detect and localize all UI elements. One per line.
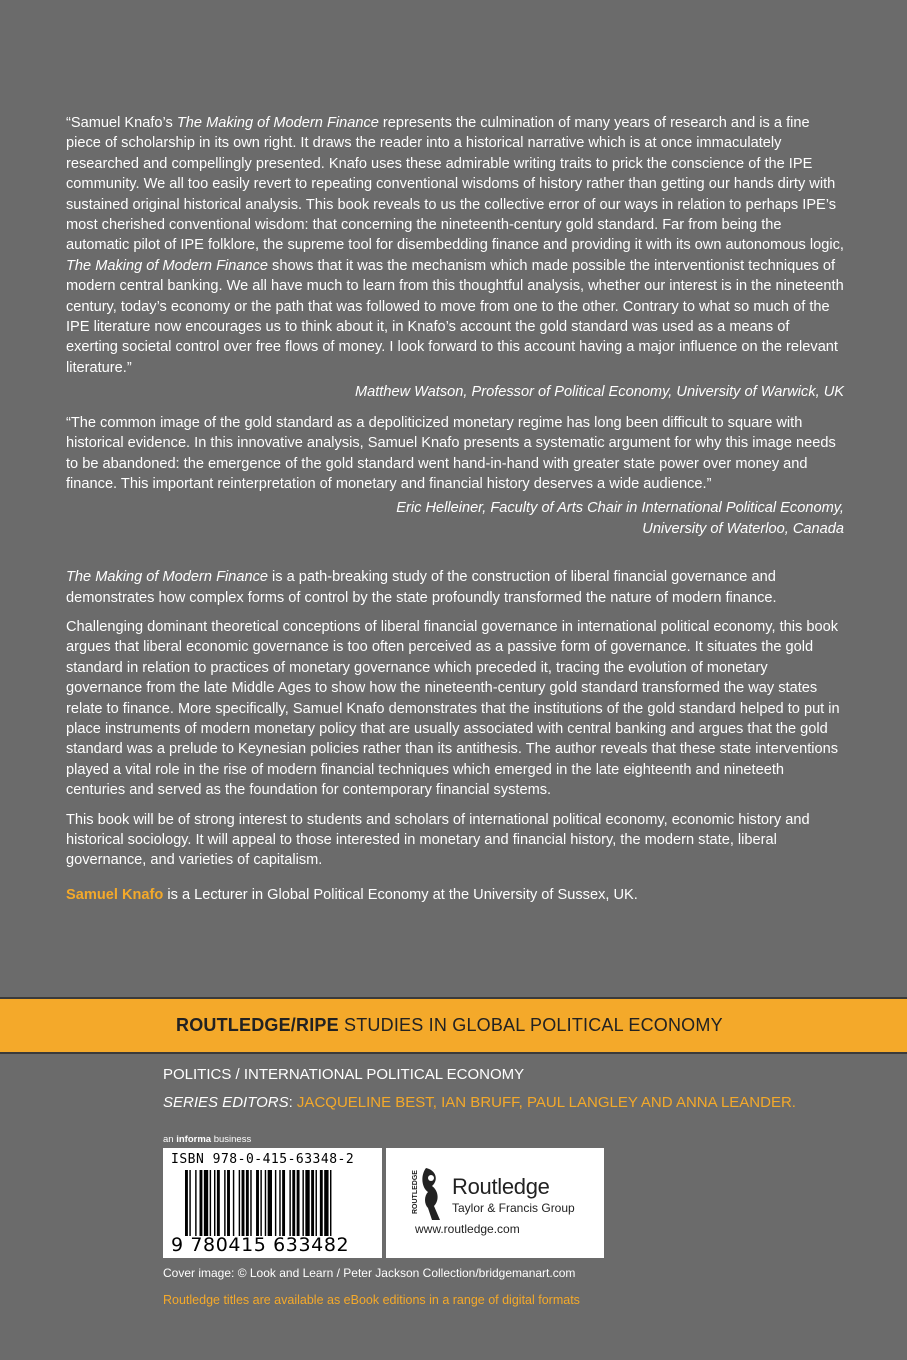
description-para2: Challenging dominant theoretical conceptions of liberal financial governance in international political economy, this book argues that liberal economic governance is too often perceived as a passive form of governance. It situates the gold standard in relation to practices of monetary governance which preceded it, tracing the evolution of monetary governance from the late Middle Ages to show how the nineteenth-century gold standard transformed the way states relate to finance. More specifically, Samuel Knafo demonstrates that the institutions of the gold standard helped to put in place instruments of modern monetary policy that are usually associated with central banking and argues that the gold standard was a prelude to Keynesian policies rather than its antithesis. The author reveals that these state interventions played a vital role in the rise of modern financial techniques which emerged in the late eighteenth and nineteeth centuries and served as the foundation for contemporary financial systems.: [66, 618, 840, 799]
barcode-bar: [256, 1170, 259, 1236]
quote1-part3: shows that it was the mechanism which made possible the interventionist techniques of modern central banking. We all have much to learn from this thoughtful analysis, whether our interest is in the nineteenth century, today’s economy or the path that was followed to move from one to the other. Contrary to what so much of the IPE literature now encourages us to think about it, in Knafo’s account the gold standard was used as a means of exerting societal control over free flows of money. I look forward to this account having a major influence on the relevant literature.”: [66, 257, 844, 376]
quote1-part2: represents the culmination of many years of research and is a fine piece of scholarship in its own right. It draws the reader into a historical narrative which is at once immaculately researched and compellingly presented. Knafo uses these admirable writing traits to prick the conscience of the IPE community. We all too easily revert to repeating conventional wisdoms of history rather than getting our hands dirty with sustained original historical analysis. This book reveals to us the collective error of our ways in relation to perhaps IPE’s most cherished conventional wisdom: that concerning the nineteenth-century gold standard. Far from being the automatic pilot of IPE folklore, the supreme tool for disembedding finance and providing it with its own autonomous logic,: [66, 115, 844, 254]
barcode-bar: [279, 1170, 280, 1236]
publisher-group: Taylor & Francis Group: [452, 1201, 575, 1215]
barcode-bar: [239, 1170, 240, 1236]
isbn-digits: 9 780415 633482: [171, 1234, 350, 1256]
barcode-bar: [305, 1170, 309, 1236]
barcode-bar: [297, 1170, 300, 1236]
barcode-bar: [227, 1170, 230, 1236]
series-editors-colon: :: [288, 1094, 293, 1111]
informa-brand: informa: [176, 1134, 212, 1145]
author-bio-text: is a Lecturer in Global Political Economy at the University of Sussex, UK.: [163, 886, 638, 903]
barcode-bar: [302, 1170, 303, 1236]
barcode-bar: [265, 1170, 266, 1236]
barcode-bar: [282, 1170, 285, 1236]
series-title-bold: ROUTLEDGE/RIPE: [176, 1015, 339, 1035]
series-editors-names: JACQUELINE BEST, IAN BRUFF, PAUL LANGLEY AND ANNA LEANDER.: [292, 1094, 796, 1111]
barcode-bar: [210, 1170, 211, 1236]
publisher-url[interactable]: www.routledge.com: [415, 1222, 520, 1236]
helleiner-attribution-line2: University of Waterloo, Canada: [642, 520, 844, 537]
back-cover-text: [66, 113, 844, 914]
barcode-bar: [260, 1170, 261, 1236]
endorsement-helleiner: “The common image of the gold standard as a depoliticized monetary regime has long been difficult to square with historical evidence. In this innovative analysis, Samuel Knafo presents a systematic argument for why this image needs to be abandoned: the emergence of the gold standard went hand-in-hand with greater state power over money and finance. This important reinterpretation of monetary and financial history deserves a wide audience.”: [66, 414, 836, 492]
barcode-bar: [224, 1170, 225, 1236]
isbn-label: ISBN 978-0-415-63348-2: [171, 1152, 355, 1167]
author-name: Samuel Knafo: [66, 886, 164, 903]
quote1-book-title: The Making of Modern Finance: [176, 115, 379, 131]
description-para1: [66, 567, 844, 608]
endorsement-helleiner-attribution: [66, 498, 844, 539]
barcode-bar: [195, 1170, 196, 1236]
subject-category: POLITICS / INTERNATIONAL POLITICAL ECONOMY: [163, 1066, 525, 1083]
barcode-bar: [289, 1170, 290, 1236]
ebook-note: Routledge titles are available as eBook editions in a range of digital formats: [163, 1293, 580, 1307]
quote1-part1: “Samuel Knafo’s: [66, 115, 177, 131]
barcode-bar: [268, 1170, 272, 1236]
publisher-logo-box: [386, 1148, 604, 1258]
cover-image-credit: Cover image: © Look and Learn / Peter Jackson Collection/bridgemanart.com: [163, 1266, 576, 1280]
series-title-rest: STUDIES IN GLOBAL POLITICAL ECONOMY: [338, 1015, 723, 1035]
barcode-bar: [311, 1170, 314, 1236]
barcode-bar: [324, 1170, 328, 1236]
barcode-bar: [275, 1170, 276, 1236]
description-book-title: The Making of Modern Finance: [66, 569, 268, 586]
barcode-bar: [292, 1170, 295, 1236]
informa-tagline: [163, 1134, 251, 1145]
barcode-bar: [233, 1170, 234, 1236]
barcode-bar: [320, 1170, 323, 1236]
endorsement-watson-attribution: Matthew Watson, Professor of Political Economy, University of Warwick, UK: [354, 384, 844, 401]
barcode-bar: [204, 1170, 208, 1236]
routledge-logo-icon: [420, 1166, 442, 1222]
barcode-bars: [185, 1170, 375, 1236]
series-editors-label: SERIES EDITORS: [163, 1094, 289, 1111]
barcode-bar: [330, 1170, 331, 1236]
barcode-bar: [250, 1170, 251, 1236]
quote1-book-title-2: The Making of Modern Finance: [66, 257, 268, 274]
helleiner-attribution-line1: Eric Helleiner, Faculty of Arts Chair in International Political Economy,: [396, 500, 844, 517]
barcode-bar: [200, 1170, 203, 1236]
description-para3: This book will be of strong interest to students and scholars of international political economy, economic history and historical sociology. It will appeal to those interested in monetary and financial history, the modern state, liberal governance, and varieties of capitalism.: [66, 811, 810, 869]
barcode-bar: [217, 1170, 220, 1236]
barcode-bar: [242, 1170, 245, 1236]
barcode-bar: [185, 1170, 188, 1236]
endorsement-watson: [66, 113, 844, 378]
description-para1-text: is a path-breaking study of the construction of liberal financial governance and demonstrates how complex forms of control by the state profoundly transformed the nature of modern finance.: [66, 569, 777, 606]
series-band: [0, 997, 907, 1054]
author-bio: [66, 885, 844, 905]
series-title: [176, 1015, 723, 1036]
barcode-bar: [316, 1170, 317, 1236]
barcode-bar: [189, 1170, 190, 1236]
barcode-bar: [246, 1170, 249, 1236]
barcode-bar: [214, 1170, 215, 1236]
publisher-name: Routledge: [452, 1174, 550, 1199]
isbn-barcode: [163, 1148, 382, 1258]
informa-suffix: business: [211, 1134, 252, 1145]
informa-prefix: an: [163, 1134, 177, 1145]
publisher-vertical-text: ROUTLEDGE: [412, 1170, 419, 1214]
series-editors: [163, 1094, 796, 1111]
